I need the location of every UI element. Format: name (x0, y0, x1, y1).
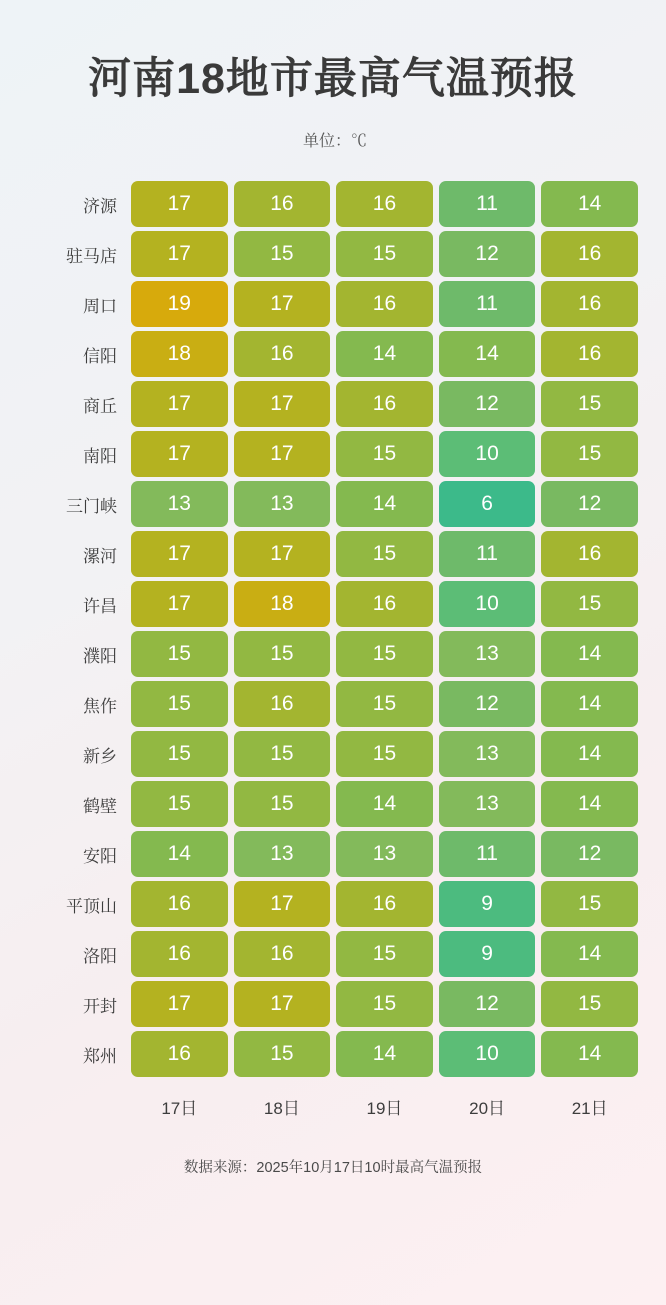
heatmap-cell: 15 (131, 781, 228, 827)
heatmap-cell: 6 (439, 481, 536, 527)
table-row (28, 881, 638, 927)
heatmap-cell: 15 (131, 631, 228, 677)
heatmap-cell: 18 (234, 581, 331, 627)
heatmap-cell: 16 (234, 331, 331, 377)
heatmap-cell: 16 (336, 581, 433, 627)
x-axis-tick-label: 21日 (571, 1098, 608, 1118)
heatmap-cell: 16 (131, 1031, 228, 1077)
row-label-city: 濮阳 (83, 646, 117, 666)
row-label-city: 驻马店 (66, 246, 117, 266)
page-title: 河南18地市最高气温预报 (88, 55, 578, 103)
heatmap-cell: 15 (541, 981, 638, 1027)
heatmap-cell: 10 (439, 581, 536, 627)
heatmap-cell: 13 (234, 831, 331, 877)
heatmap-cell: 17 (131, 181, 228, 227)
heatmap-cell: 16 (234, 181, 331, 227)
row-label-city: 鹤壁 (83, 796, 117, 816)
heatmap-cell: 12 (439, 681, 536, 727)
temperature-heatmap-table (22, 177, 644, 1126)
row-label-city: 商丘 (83, 396, 117, 416)
heatmap-cell: 15 (234, 631, 331, 677)
heatmap-cell: 17 (234, 281, 331, 327)
unit-label: 单位：℃ (302, 133, 367, 150)
heatmap-cell: 14 (131, 831, 228, 877)
heatmap-cell: 15 (234, 1031, 331, 1077)
heatmap-cell: 11 (439, 181, 536, 227)
table-row (28, 931, 638, 977)
heatmap-cell: 14 (439, 331, 536, 377)
heatmap-cell: 19 (131, 281, 228, 327)
heatmap-cell: 12 (439, 231, 536, 277)
heatmap-cell: 16 (541, 231, 638, 277)
heatmap-cell: 16 (234, 681, 331, 727)
heatmap-cell: 15 (131, 681, 228, 727)
data-source-note: 数据来源：2025年10月17日10时最高气温预报 (183, 1160, 483, 1176)
table-row (28, 431, 638, 477)
heatmap-cell: 15 (336, 931, 433, 977)
heatmap-cell: 15 (541, 881, 638, 927)
heatmap-container (0, 177, 666, 1126)
row-label-city: 洛阳 (83, 946, 117, 966)
row-label-city: 漯河 (83, 546, 117, 566)
heatmap-cell: 17 (234, 381, 331, 427)
heatmap-cell: 16 (541, 531, 638, 577)
row-label-city: 新乡 (83, 746, 117, 766)
heatmap-cell: 15 (336, 731, 433, 777)
row-label-city: 焦作 (83, 696, 117, 716)
heatmap-cell: 15 (234, 731, 331, 777)
table-row (28, 731, 638, 777)
table-row (28, 181, 638, 227)
row-label-city: 许昌 (83, 596, 117, 616)
row-label-city: 郑州 (83, 1046, 117, 1066)
table-row (28, 1031, 638, 1077)
table-row (28, 231, 638, 277)
heatmap-cell: 15 (336, 531, 433, 577)
heatmap-cell: 14 (541, 931, 638, 977)
heatmap-cell: 15 (336, 231, 433, 277)
heatmap-cell: 10 (439, 1031, 536, 1077)
heatmap-cell: 11 (439, 281, 536, 327)
table-row (28, 581, 638, 627)
row-label-city: 信阳 (83, 346, 117, 366)
heatmap-cell: 17 (131, 431, 228, 477)
table-row (28, 331, 638, 377)
heatmap-cell: 17 (131, 581, 228, 627)
heatmap-cell: 14 (336, 781, 433, 827)
heatmap-cell: 18 (131, 331, 228, 377)
heatmap-cell: 11 (439, 831, 536, 877)
heatmap-cell: 15 (541, 581, 638, 627)
table-row (28, 981, 638, 1027)
heatmap-cell: 9 (439, 931, 536, 977)
heatmap-cell: 16 (541, 331, 638, 377)
heatmap-cell: 9 (439, 881, 536, 927)
x-axis-tick-label: 19日 (366, 1098, 403, 1118)
heatmap-cell: 16 (131, 881, 228, 927)
heatmap-cell: 14 (541, 181, 638, 227)
heatmap-cell: 13 (336, 831, 433, 877)
heatmap-cell: 13 (439, 631, 536, 677)
table-row (28, 381, 638, 427)
x-axis-tick-label: 17日 (161, 1098, 198, 1118)
heatmap-cell: 14 (541, 681, 638, 727)
heatmap-cell: 16 (336, 281, 433, 327)
heatmap-cell: 17 (131, 231, 228, 277)
heatmap-cell: 17 (234, 431, 331, 477)
heatmap-cell: 14 (336, 481, 433, 527)
heatmap-cell: 15 (336, 431, 433, 477)
table-row (28, 531, 638, 577)
row-label-city: 开封 (83, 996, 117, 1016)
axis-spacer (28, 1081, 125, 1122)
heatmap-cell: 15 (541, 381, 638, 427)
heatmap-cell: 13 (234, 481, 331, 527)
heatmap-cell: 15 (336, 681, 433, 727)
heatmap-cell: 14 (336, 331, 433, 377)
heatmap-cell: 17 (234, 881, 331, 927)
heatmap-cell: 16 (131, 931, 228, 977)
heatmap-cell: 14 (541, 631, 638, 677)
table-row (28, 631, 638, 677)
row-label-city: 三门峡 (66, 496, 117, 516)
heatmap-cell: 14 (541, 1031, 638, 1077)
heatmap-cell: 11 (439, 531, 536, 577)
heatmap-cell: 13 (439, 781, 536, 827)
x-axis-tick-label: 20日 (469, 1098, 506, 1118)
table-row (28, 281, 638, 327)
heatmap-cell: 16 (336, 381, 433, 427)
table-row (28, 681, 638, 727)
heatmap-cell: 15 (131, 731, 228, 777)
heatmap-cell: 16 (541, 281, 638, 327)
heatmap-cell: 12 (439, 381, 536, 427)
heatmap-cell: 14 (541, 731, 638, 777)
x-axis-tick-label: 18日 (263, 1098, 300, 1118)
heatmap-cell: 13 (131, 481, 228, 527)
heatmap-cell: 17 (234, 531, 331, 577)
row-label-city: 平顶山 (66, 896, 117, 916)
heatmap-cell: 12 (541, 831, 638, 877)
heatmap-cell: 17 (131, 381, 228, 427)
heatmap-cell: 16 (336, 181, 433, 227)
row-label-city: 周口 (83, 296, 117, 316)
heatmap-cell: 17 (131, 981, 228, 1027)
heatmap-cell: 15 (336, 981, 433, 1027)
heatmap-cell: 16 (336, 881, 433, 927)
table-row (28, 831, 638, 877)
heatmap-cell: 14 (336, 1031, 433, 1077)
table-row (28, 481, 638, 527)
heatmap-cell: 16 (234, 931, 331, 977)
heatmap-cell: 15 (234, 781, 331, 827)
heatmap-cell: 17 (131, 531, 228, 577)
row-label-city: 济源 (83, 196, 117, 216)
heatmap-cell: 15 (336, 631, 433, 677)
heatmap-cell: 12 (439, 981, 536, 1027)
row-label-city: 南阳 (83, 446, 117, 466)
heatmap-cell: 17 (234, 981, 331, 1027)
table-row (28, 781, 638, 827)
heatmap-cell: 14 (541, 781, 638, 827)
heatmap-cell: 12 (541, 481, 638, 527)
row-label-city: 安阳 (83, 846, 117, 866)
heatmap-cell: 10 (439, 431, 536, 477)
heatmap-cell: 15 (234, 231, 331, 277)
heatmap-cell: 13 (439, 731, 536, 777)
heatmap-cell: 15 (541, 431, 638, 477)
x-axis-row (28, 1081, 638, 1122)
